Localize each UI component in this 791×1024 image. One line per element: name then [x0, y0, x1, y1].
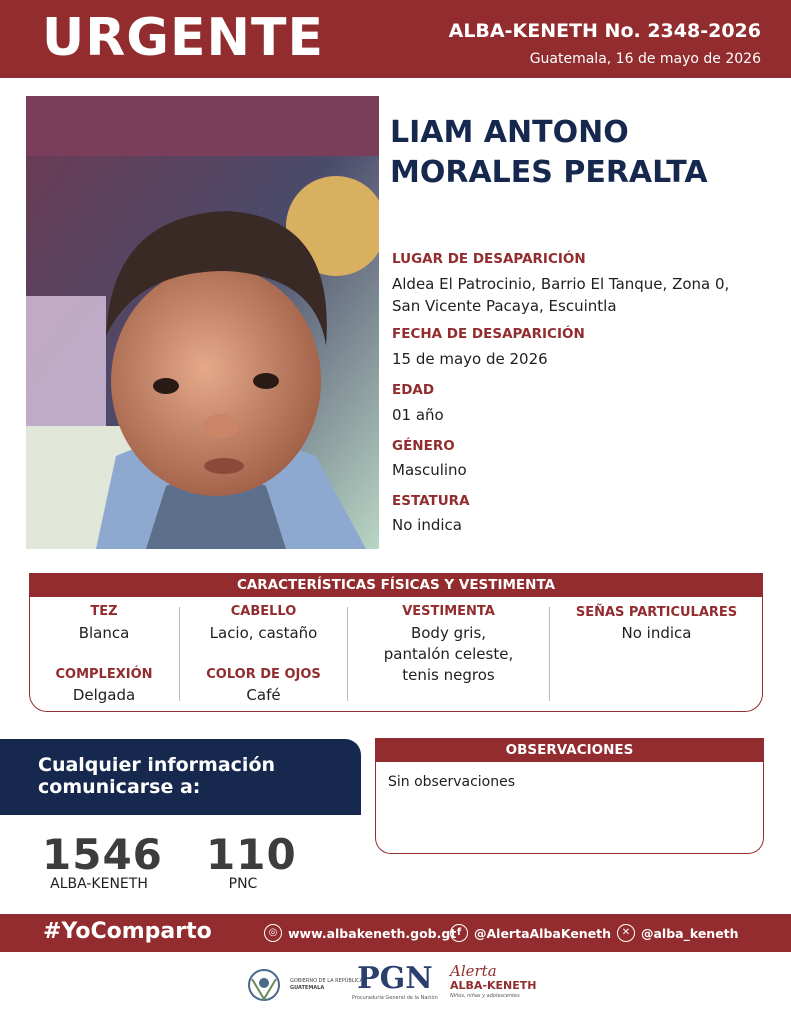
- person-name: [390, 113, 780, 193]
- complexion-value: Delgada: [72, 686, 136, 704]
- facebook-link[interactable]: [450, 924, 611, 942]
- phone-number-alba-keneth: 1546: [42, 830, 163, 879]
- observations-text: Sin observaciones: [388, 774, 516, 790]
- complexion-label: COMPLEXIÓN: [55, 667, 153, 682]
- hair-label: CABELLO: [230, 604, 297, 619]
- website-text: www.albakeneth.gob.gt: [288, 925, 457, 941]
- name-line-2: MORALES PERALTA: [390, 155, 708, 190]
- coat-of-arms-icon: [244, 965, 284, 1005]
- date-label-text: FECHA DE DESAPARICIÓN: [392, 326, 585, 342]
- facebook-icon: f: [450, 924, 468, 942]
- clothing-line-1: Body gris,: [410, 624, 487, 642]
- name-line-1: LIAM ANTONO: [390, 115, 629, 150]
- clothing-line-2: pantalón celeste,: [383, 645, 514, 663]
- place-value-line-1: Aldea El Patrocinio, Barrio El Tanque, Zona 0,: [392, 275, 730, 293]
- alerta-line-1: Alerta: [450, 962, 497, 980]
- eye-color-label: COLOR DE OJOS: [206, 667, 321, 682]
- government-logo: [244, 965, 363, 1005]
- height-label: [392, 493, 470, 509]
- phone-number-pnc: 110: [206, 830, 297, 879]
- observations-title: OBSERVACIONES: [375, 738, 764, 762]
- clothing-value: [348, 623, 549, 686]
- urgent-title: URGENTE: [42, 8, 324, 68]
- marks-value: No indica: [621, 624, 692, 642]
- hashtag: #YoComparto: [43, 919, 212, 944]
- x-link[interactable]: [617, 924, 739, 942]
- characteristics-title: CARACTERÍSTICAS FÍSICAS Y VESTIMENTA: [29, 573, 763, 597]
- child-photo-image: [26, 96, 379, 549]
- globe-icon: ◎: [264, 924, 282, 942]
- age-label: [392, 382, 434, 398]
- gender-value: Masculino: [392, 461, 467, 479]
- pgn-logo: [352, 963, 438, 1001]
- alerta-line-2: ALBA-KENETH: [450, 979, 537, 992]
- clothing-label: VESTIMENTA: [402, 604, 495, 619]
- tez-label: TEZ: [90, 604, 118, 619]
- case-number: ALBA-KENETH No. 2348-2026: [448, 20, 761, 42]
- contact-text: [38, 754, 275, 798]
- phone-label-alba-keneth: ALBA-KENETH: [50, 876, 148, 892]
- height-label-text: ESTATURA: [392, 493, 470, 509]
- phone-label-pnc: PNC: [228, 876, 258, 892]
- gob-line-2: GUATEMALA: [290, 985, 325, 991]
- eye-color-value: Café: [246, 686, 281, 704]
- tez-value: Blanca: [78, 624, 130, 642]
- website-link[interactable]: [264, 924, 456, 942]
- pgn-text: PGN: [357, 961, 433, 996]
- facebook-text: @AlertaAlbaKeneth: [474, 925, 612, 941]
- case-date: Guatemala, 16 de mayo de 2026: [529, 51, 761, 67]
- x-icon: ✕: [617, 924, 635, 942]
- gender-label: [392, 438, 455, 454]
- missing-person-photo: [26, 96, 379, 549]
- x-text: @alba_keneth: [641, 925, 739, 941]
- age-value: 01 año: [392, 406, 444, 424]
- hair-value: Lacio, castaño: [209, 624, 318, 642]
- alerta-subtitle: Niños, niñas y adolescentes: [450, 993, 520, 999]
- marks-label: SEÑAS PARTICULARES: [575, 605, 738, 620]
- height-value: No indica: [392, 516, 462, 534]
- gob-line-1: GOBIERNO DE LA REPÚBLICA: [290, 978, 364, 984]
- alerta-alba-keneth-logo: [450, 963, 536, 999]
- date-label: [392, 326, 585, 342]
- clothing-line-3: tenis negros: [402, 666, 495, 684]
- pgn-subtitle: Procuraduría General de la Nación: [352, 995, 438, 1001]
- column-divider: [549, 607, 550, 701]
- contact-line-1: Cualquier información: [38, 754, 276, 776]
- age-label-text: EDAD: [392, 382, 435, 398]
- contact-line-2: comunicarse a:: [38, 776, 201, 798]
- place-value-line-2: San Vicente Pacaya, Escuintla: [392, 297, 617, 315]
- place-label: [392, 251, 586, 267]
- date-value: 15 de mayo de 2026: [392, 350, 548, 368]
- place-label-text: LUGAR DE DESAPARICIÓN: [392, 251, 586, 267]
- gender-label-text: GÉNERO: [392, 438, 455, 454]
